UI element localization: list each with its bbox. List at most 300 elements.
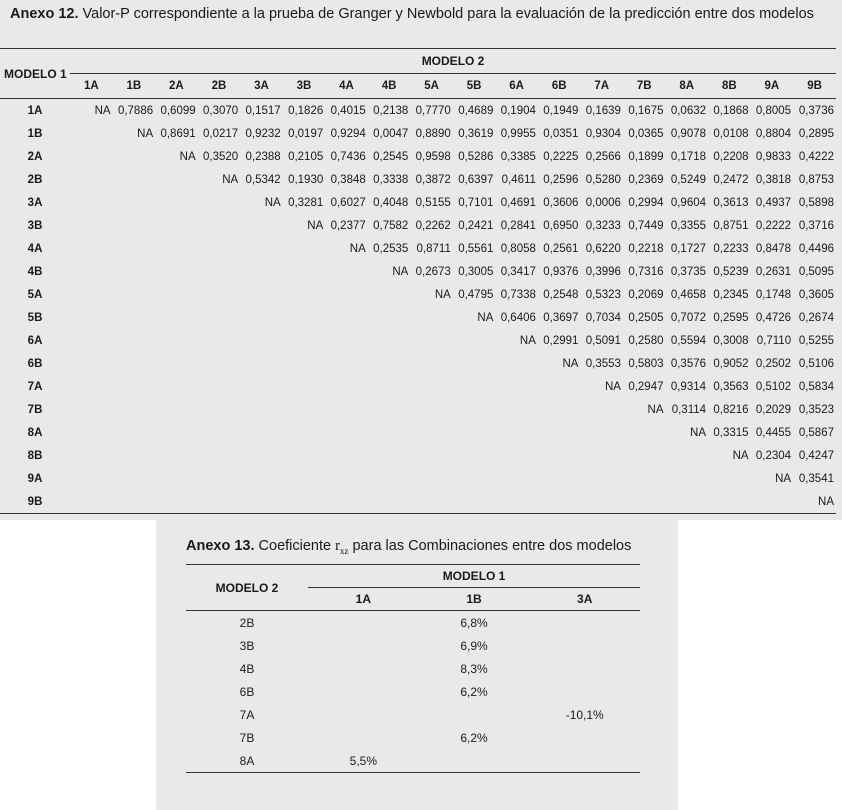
table-cell <box>410 398 453 421</box>
table-cell <box>368 375 411 398</box>
table-cell: 0,3605 <box>798 288 834 301</box>
table-cell: 6,2% <box>460 684 488 699</box>
table-cell: NA <box>179 150 196 163</box>
table-cell <box>308 703 419 726</box>
table-cell: 0,3553 <box>585 357 621 370</box>
table-cell <box>325 306 368 329</box>
table-cell: 0,0365 <box>628 127 664 140</box>
table-cell: 0,8753 <box>798 173 834 186</box>
modelo-1-header: MODELO 1 <box>0 49 70 99</box>
table-cell <box>325 421 368 444</box>
table-row <box>0 398 836 421</box>
table-cell: 0,4611 <box>501 173 536 186</box>
table-cell: 0,1727 <box>670 242 707 255</box>
table-cell: 0,9294 <box>330 127 366 140</box>
table-cell <box>580 467 623 490</box>
table-row <box>0 237 836 260</box>
table-cell: 0,2595 <box>713 311 749 324</box>
table-cell <box>113 444 156 467</box>
table-row <box>0 122 836 145</box>
table-cell <box>70 168 113 191</box>
table-cell <box>198 490 241 514</box>
table-cell: 0,2545 <box>373 150 409 163</box>
table-cell <box>283 467 326 490</box>
table-cell: 0,7449 <box>628 219 664 232</box>
table-cell <box>113 490 156 514</box>
table-cell: 0,8711 <box>416 242 451 255</box>
table-cell: 0,2304 <box>755 449 792 462</box>
table-cell: 0,3070 <box>203 104 239 117</box>
table-cell <box>113 306 156 329</box>
table-cell: 0,7770 <box>415 104 451 117</box>
table-cell <box>240 306 283 329</box>
table-cell: 0,2233 <box>713 242 749 255</box>
table-cell: 0,5091 <box>585 334 621 347</box>
table-cell: 0,2029 <box>755 403 792 416</box>
anexo-13-panel <box>156 520 678 810</box>
table-cell: 0,2596 <box>543 173 579 186</box>
table-cell: 8,3% <box>460 661 488 676</box>
table-cell: 0,4247 <box>798 449 834 462</box>
table-cell <box>70 237 113 260</box>
table-cell <box>240 490 283 514</box>
table-cell: 0,1675 <box>628 104 664 117</box>
table-cell <box>198 352 241 375</box>
table-cell <box>529 634 640 657</box>
table-cell <box>283 306 326 329</box>
table-cell: NA <box>307 219 324 232</box>
table-cell <box>70 444 113 467</box>
anexo-12-caption <box>10 6 836 23</box>
table-cell <box>325 260 368 283</box>
table-cell: 0,2566 <box>585 150 621 163</box>
column-header: 1B <box>113 74 156 99</box>
table-cell: 0,7034 <box>585 311 621 324</box>
table-cell: 0,3233 <box>585 219 621 232</box>
table-cell <box>453 444 496 467</box>
table-cell: NA <box>264 196 281 209</box>
table-cell <box>529 749 640 773</box>
table-cell <box>538 444 581 467</box>
table-cell: 0,3736 <box>798 104 834 117</box>
table-cell: 0,3281 <box>288 196 324 209</box>
table-cell <box>240 283 283 306</box>
table-row <box>0 306 836 329</box>
table-cell <box>113 467 156 490</box>
column-header: 2B <box>198 74 241 99</box>
column-header: 9A <box>751 74 794 99</box>
table-cell <box>580 490 623 514</box>
table-cell <box>198 421 241 444</box>
table-cell: 0,3613 <box>713 196 749 209</box>
row-header: 2A <box>27 150 43 163</box>
table-cell <box>240 398 283 421</box>
table-cell <box>70 421 113 444</box>
table-cell: 0,2991 <box>543 334 579 347</box>
table-cell: 0,1904 <box>500 104 536 117</box>
table-row <box>186 657 640 680</box>
table-cell <box>308 634 419 657</box>
table-cell: 0,2841 <box>500 219 536 232</box>
table-cell: 0,1899 <box>628 150 664 163</box>
table-cell: 0,2208 <box>713 150 749 163</box>
table-cell <box>70 260 113 283</box>
table-cell <box>495 375 538 398</box>
table-cell <box>529 680 640 703</box>
table-cell <box>410 467 453 490</box>
table-cell: 0,1639 <box>585 104 621 117</box>
table-cell: 0,0351 <box>543 127 579 140</box>
table-cell <box>283 352 326 375</box>
table-cell <box>368 490 411 514</box>
table-cell <box>325 444 368 467</box>
table-row <box>186 680 640 703</box>
table-cell: 0,3338 <box>373 173 409 186</box>
table-cell: 0,3315 <box>713 426 749 439</box>
table-cell <box>325 490 368 514</box>
table-cell: 0,3872 <box>415 173 451 186</box>
column-header: 6B <box>538 74 581 99</box>
table-cell <box>708 490 751 514</box>
table-cell: 0,2502 <box>755 357 792 370</box>
table-cell: 0,5834 <box>798 380 834 393</box>
table-cell <box>410 490 453 514</box>
table-cell: 0,5867 <box>798 426 834 439</box>
table-cell <box>495 444 538 467</box>
table-cell <box>623 467 666 490</box>
table-cell: 0,3697 <box>543 311 579 324</box>
table-cell <box>113 168 156 191</box>
modelo-2-header: MODELO 2 <box>186 565 308 611</box>
table-cell: 0,0047 <box>373 127 409 140</box>
anexo-12-table <box>0 48 836 514</box>
table-cell <box>325 352 368 375</box>
row-header: 7A <box>239 707 255 722</box>
table-cell <box>410 444 453 467</box>
table-cell <box>453 398 496 421</box>
table-cell: 0,9955 <box>500 127 536 140</box>
rxz-symbol: r <box>335 538 340 554</box>
table-cell <box>70 145 113 168</box>
table-cell: 0,8751 <box>713 219 749 232</box>
table-cell <box>283 398 326 421</box>
anexo-13-title-pre: Coeficiente <box>258 538 336 554</box>
table-cell: 0,3523 <box>798 403 834 416</box>
column-header: 3A <box>240 74 283 99</box>
table-cell <box>453 352 496 375</box>
table-cell: 0,4048 <box>373 196 409 209</box>
table-cell: 0,9604 <box>670 196 707 209</box>
table-cell <box>240 421 283 444</box>
table-cell: 0,4658 <box>670 288 707 301</box>
row-header: 4B <box>239 661 255 676</box>
table-row <box>0 490 836 514</box>
row-header: 5B <box>27 311 43 324</box>
table-cell <box>283 329 326 352</box>
table-cell <box>308 680 419 703</box>
table-cell <box>538 398 581 421</box>
table-cell <box>325 398 368 421</box>
table-cell <box>538 421 581 444</box>
table-cell <box>198 375 241 398</box>
table-cell <box>538 375 581 398</box>
row-header: 3B <box>27 219 43 232</box>
table-cell <box>240 260 283 283</box>
table-row <box>0 467 836 490</box>
table-cell: 0,2262 <box>415 219 451 232</box>
table-cell: 0,3385 <box>500 150 536 163</box>
table-cell: NA <box>793 490 836 514</box>
table-cell: NA <box>477 311 494 324</box>
table-cell: 0,3996 <box>585 265 621 278</box>
table-cell: 6,9% <box>460 638 488 653</box>
table-cell <box>113 191 156 214</box>
table-cell: 0,1748 <box>755 288 792 301</box>
table-cell <box>113 421 156 444</box>
table-cell <box>708 467 751 490</box>
table-cell: 0,5561 <box>458 242 494 255</box>
table-cell: 0,1868 <box>713 104 749 117</box>
table-cell <box>198 191 241 214</box>
anexo-13-table <box>186 564 640 773</box>
table-cell <box>155 490 198 514</box>
table-cell <box>538 467 581 490</box>
table-cell: 0,2421 <box>458 219 494 232</box>
table-cell: 0,6397 <box>458 173 494 186</box>
table-cell <box>70 490 113 514</box>
table-cell <box>308 611 419 635</box>
anexo-12-title: Valor-P correspondiente a la prueba de Granger y Newbold para la evaluación de la predicción entre dos modelos <box>82 6 814 22</box>
row-header: 6A <box>27 334 43 347</box>
table-cell <box>198 237 241 260</box>
table-cell: 0,9314 <box>670 380 707 393</box>
table-cell: NA <box>732 449 749 462</box>
table-cell: NA <box>519 334 536 347</box>
table-cell <box>666 490 709 514</box>
table-row <box>0 352 836 375</box>
table-cell: 0,3417 <box>500 265 536 278</box>
table-cell <box>529 611 640 635</box>
table-cell: 0,3576 <box>670 357 707 370</box>
table-cell: 0,5102 <box>755 380 792 393</box>
table-cell: 0,5095 <box>798 265 834 278</box>
table-cell: 0,9376 <box>543 265 579 278</box>
table-cell <box>198 467 241 490</box>
table-cell: NA <box>222 173 239 186</box>
table-cell <box>70 467 113 490</box>
table-cell <box>155 283 198 306</box>
table-cell <box>70 329 113 352</box>
column-header: 9B <box>793 74 836 99</box>
table-cell <box>623 490 666 514</box>
column-header: 8B <box>708 74 751 99</box>
table-cell: 0,2345 <box>713 288 749 301</box>
table-cell <box>240 237 283 260</box>
row-header: 8A <box>186 749 308 773</box>
table-cell: 0,8890 <box>415 127 451 140</box>
table-cell: NA <box>647 403 664 416</box>
table-cell <box>419 749 530 773</box>
table-cell <box>368 329 411 352</box>
modelo-2-header: MODELO 2 <box>70 49 836 74</box>
row-header: 6B <box>239 684 255 699</box>
table-cell <box>70 214 113 237</box>
table-cell <box>453 490 496 514</box>
table-cell: NA <box>562 357 579 370</box>
table-row <box>0 99 836 123</box>
table-cell: 0,6099 <box>160 104 196 117</box>
anexo-13-title-post: para las Combinaciones entre dos modelos <box>348 538 632 554</box>
table-cell <box>410 421 453 444</box>
table-cell <box>113 237 156 260</box>
row-header: 1A <box>27 104 43 117</box>
table-cell: 0,1930 <box>288 173 324 186</box>
table-cell <box>283 490 326 514</box>
table-cell <box>368 467 411 490</box>
table-cell: 0,4015 <box>330 104 366 117</box>
row-header: 7A <box>27 380 43 393</box>
table-cell: 0,7338 <box>500 288 536 301</box>
table-row <box>186 611 640 635</box>
table-cell: 0,4496 <box>798 242 834 255</box>
table-cell <box>113 398 156 421</box>
table-cell: 6,8% <box>460 615 488 630</box>
table-cell: NA <box>94 104 111 117</box>
table-cell <box>368 398 411 421</box>
row-header: 1B <box>27 127 43 140</box>
table-cell <box>70 122 113 145</box>
table-cell: 0,8804 <box>755 127 792 140</box>
table-cell: 0,0632 <box>670 104 707 117</box>
table-cell: 0,1826 <box>288 104 324 117</box>
table-cell: 0,2225 <box>543 150 579 163</box>
row-header: 7B <box>239 730 255 745</box>
table-cell <box>155 168 198 191</box>
table-cell: NA <box>775 472 792 485</box>
row-header: 3B <box>239 638 255 653</box>
table-cell: 0,0217 <box>203 127 239 140</box>
table-cell: 0,2505 <box>628 311 664 324</box>
table-cell: 0,4691 <box>500 196 536 209</box>
table-cell <box>70 352 113 375</box>
table-cell: 0,2472 <box>713 173 749 186</box>
table-cell: 0,2947 <box>628 380 664 393</box>
table-cell: 0,3848 <box>330 173 366 186</box>
column-header: 6A <box>495 74 538 99</box>
table-cell <box>70 306 113 329</box>
table-cell: -10,1% <box>565 707 604 722</box>
table-cell: 0,6950 <box>543 219 579 232</box>
table-cell <box>155 329 198 352</box>
table-cell <box>113 214 156 237</box>
table-cell <box>453 375 496 398</box>
table-cell <box>240 444 283 467</box>
table-cell: 0,9232 <box>245 127 281 140</box>
column-header: 1A <box>308 588 419 611</box>
table-row <box>0 191 836 214</box>
table-cell <box>495 398 538 421</box>
table-cell <box>580 444 623 467</box>
table-cell <box>70 398 113 421</box>
table-cell: 0,9052 <box>713 357 749 370</box>
table-cell: 0,4222 <box>798 150 834 163</box>
table-cell <box>325 375 368 398</box>
table-cell <box>198 306 241 329</box>
anexo-12-label: Anexo 12. <box>10 6 79 22</box>
table-row <box>0 283 836 306</box>
anexo-13-caption <box>186 538 676 560</box>
table-cell: 0,2994 <box>628 196 664 209</box>
table-cell: NA <box>392 265 409 278</box>
table-cell <box>410 329 453 352</box>
table-cell <box>155 421 198 444</box>
table-cell <box>368 283 411 306</box>
column-header: 7A <box>580 74 623 99</box>
table-cell: 6,2% <box>460 730 488 745</box>
table-cell: 0,2222 <box>755 219 792 232</box>
table-cell: 0,5239 <box>713 265 749 278</box>
table-cell: 0,3818 <box>755 173 792 186</box>
row-header: 2B <box>239 615 255 630</box>
column-header: 2A <box>155 74 198 99</box>
table-cell: 0,7436 <box>330 150 366 163</box>
table-cell: 0,0006 <box>585 196 621 209</box>
table-cell: 0,7316 <box>628 265 664 278</box>
table-cell: 0,3735 <box>670 265 707 278</box>
table-cell: 0,5249 <box>670 173 707 186</box>
table-cell: 0,2138 <box>373 104 409 117</box>
table-row <box>0 375 836 398</box>
table-cell: NA <box>690 426 707 439</box>
table-cell <box>113 352 156 375</box>
table-cell: 0,7582 <box>373 219 409 232</box>
table-cell <box>283 237 326 260</box>
table-cell <box>283 260 326 283</box>
column-header: 5A <box>410 74 453 99</box>
table-cell: 0,2895 <box>798 127 834 140</box>
table-row <box>186 634 640 657</box>
table-cell <box>419 703 530 726</box>
column-header: 1B <box>419 588 530 611</box>
table-cell <box>155 398 198 421</box>
table-cell: 0,0197 <box>288 127 324 140</box>
table-cell <box>155 237 198 260</box>
table-cell <box>240 467 283 490</box>
table-cell: 0,9833 <box>755 150 792 163</box>
table-cell: 0,1949 <box>543 104 579 117</box>
table-cell: NA <box>604 380 621 393</box>
table-cell: 0,2218 <box>628 242 664 255</box>
table-cell <box>155 352 198 375</box>
table-cell <box>325 283 368 306</box>
column-header: 5B <box>453 74 496 99</box>
table-cell: 0,3606 <box>543 196 579 209</box>
table-cell: 0,3520 <box>203 150 239 163</box>
table-cell <box>155 260 198 283</box>
table-cell: 0,3355 <box>670 219 707 232</box>
table-row <box>0 329 836 352</box>
table-cell <box>308 726 419 749</box>
table-cell: 0,2561 <box>543 242 579 255</box>
column-header: 4A <box>325 74 368 99</box>
row-header: 3A <box>27 196 43 209</box>
table-cell <box>113 260 156 283</box>
table-cell: 0,6406 <box>500 311 536 324</box>
table-cell <box>198 283 241 306</box>
table-cell <box>308 657 419 680</box>
table-cell: 5,5% <box>308 749 419 773</box>
row-header: 8A <box>27 426 43 439</box>
